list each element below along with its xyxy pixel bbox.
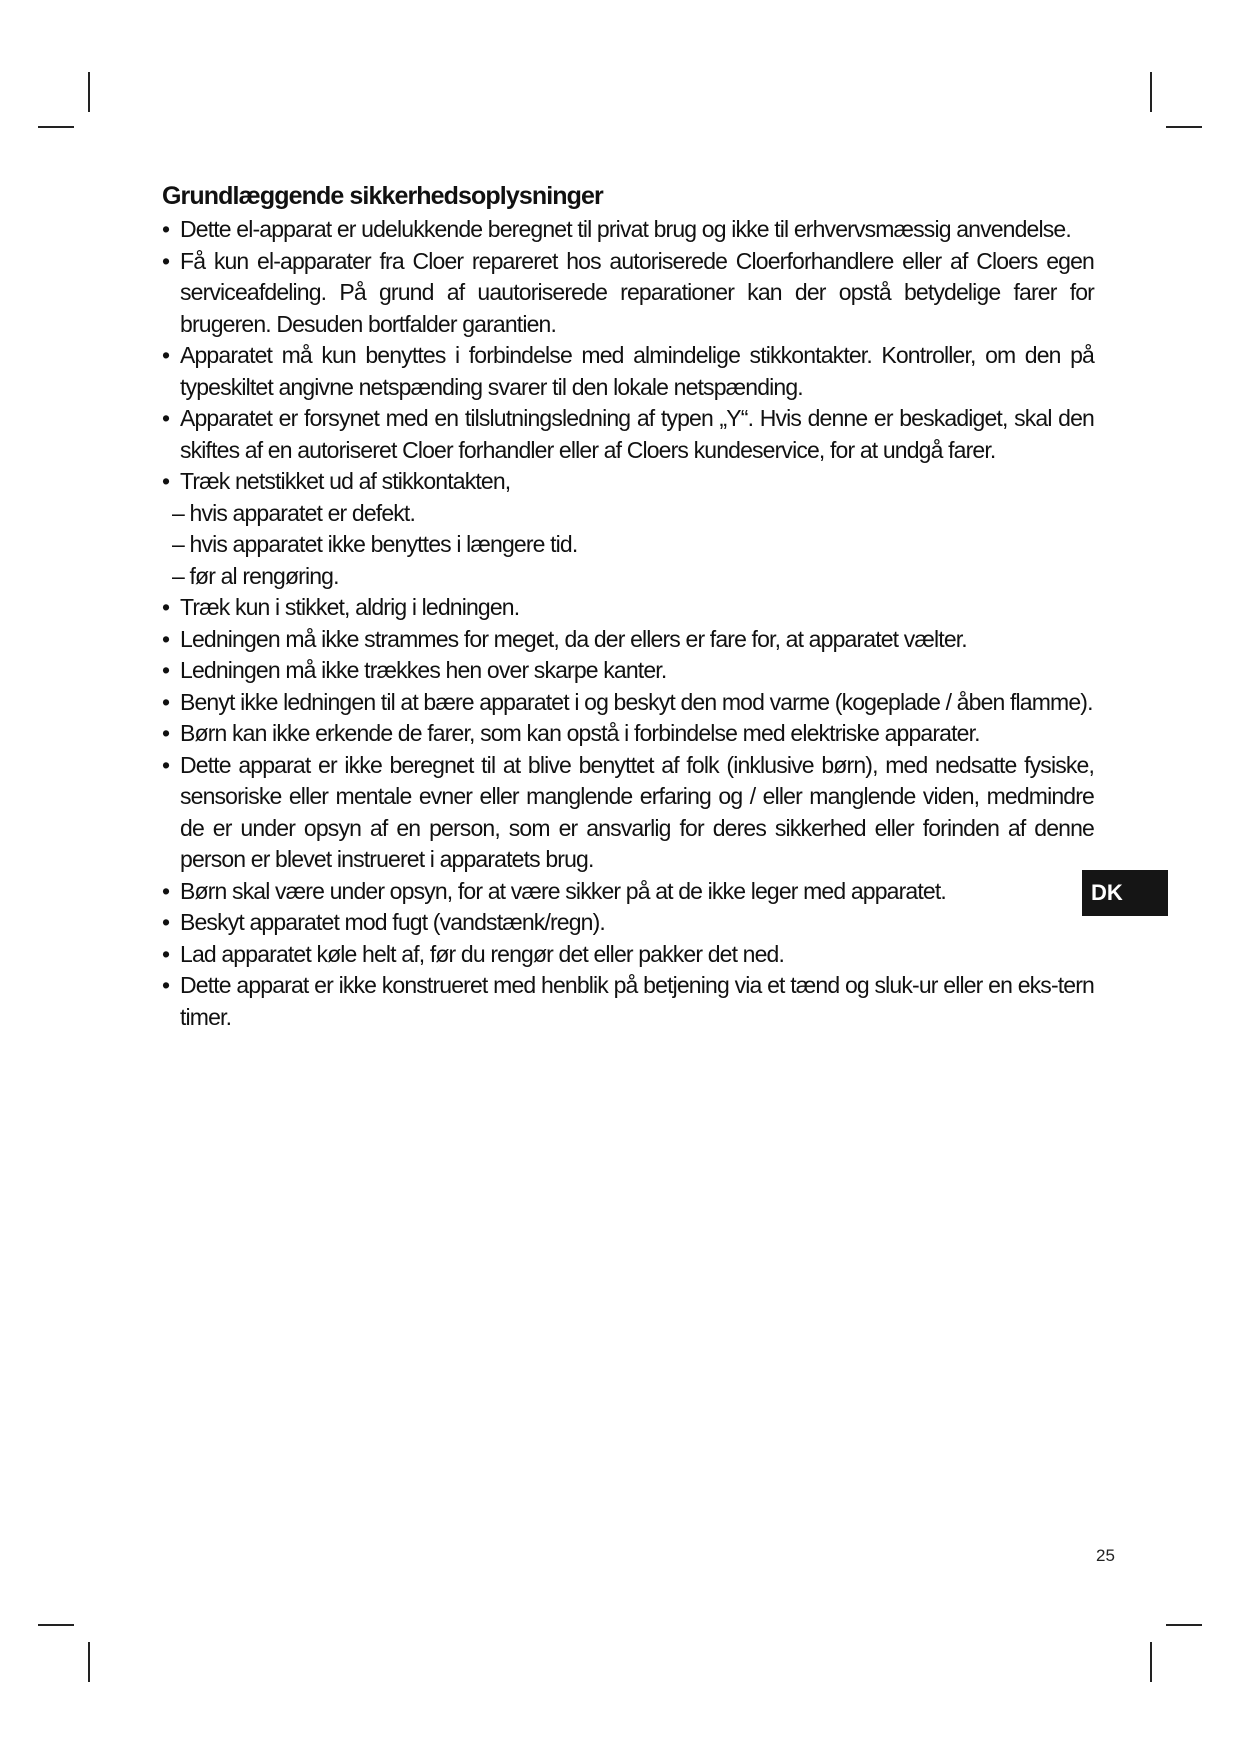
sub-list-item [162, 529, 1094, 561]
page-number: 25 [1096, 1546, 1115, 1565]
bullet-marker: • [162, 972, 170, 998]
list-item-text: Dette el-apparat er udelukkende beregnet til privat brug og ikke til erhvervsmæssig anvendelse. [180, 216, 1071, 242]
list-item-text: Lad apparatet køle helt af, før du rengør det eller pakker det ned. [180, 940, 785, 967]
sub-list-item [162, 498, 1094, 530]
sub-list-item [162, 561, 1094, 593]
bullet-marker: • [162, 751, 170, 778]
bullet-marker: • [162, 657, 170, 683]
list-item-text: Få kun el-apparater fra Cloer repareret hos autoriserede Cloerforhandlere eller af Cloers egen serviceafdeling. På grund af uautoriserede reparationer kan der opstå betydelige farer for brugeren. Desuden bortfalder garantien. [180, 247, 1094, 337]
list-item-text: Apparatet må kun benyttes i forbindelse med almindelige stikkontakter. Kontroller, om den på typeskiltet angivne netspænding svarer til den lokale netspænding. [180, 342, 1094, 400]
safety-list [162, 214, 1094, 498]
list-item [162, 655, 1094, 687]
sub-list-item-text: før al rengøring. [189, 562, 339, 589]
bullet-marker: • [162, 216, 170, 242]
bullet-marker: • [162, 940, 170, 967]
list-item-text: Børn kan ikke erkende de farer, som kan opstå i forbindelse med elektriske apparater. [180, 720, 980, 746]
list-item [162, 624, 1094, 656]
list-item [162, 340, 1094, 403]
list-item [162, 750, 1094, 876]
bullet-marker: • [162, 625, 170, 652]
list-item-text: Beskyt apparatet mod fugt (vandstænk/regn). [180, 909, 605, 935]
dash-marker: – [172, 499, 184, 526]
bullet-marker: • [162, 468, 170, 494]
list-item-text: Træk kun i stikket, aldrig i ledningen. [180, 594, 520, 620]
list-item [162, 246, 1094, 341]
crop-mark-bottom-left-horizontal [38, 1624, 74, 1626]
crop-mark-bottom-left-vertical [88, 1642, 90, 1682]
bullet-marker: • [162, 342, 170, 368]
list-item-text: Dette apparat er ikke konstrueret med henblik på betjening via et tænd og sluk-ur eller en eks-tern timer. [180, 972, 1094, 1030]
bullet-marker: • [162, 720, 170, 746]
list-item-text: Apparatet er forsynet med en tilslutningsledning af typen „Y“. Hvis denne er beskadiget, skal den skiftes af en autoriseret Cloer forhandler eller af Cloers kundeservice, for at undgå farer. [180, 405, 1094, 463]
list-item [162, 907, 1094, 939]
crop-mark-top-left-horizontal [38, 126, 74, 128]
bullet-marker: • [162, 594, 170, 620]
list-item [162, 718, 1094, 750]
list-item [162, 592, 1094, 624]
list-item-text: Ledningen må ikke strammes for meget, da der ellers er fare for, at apparatet vælter. [180, 625, 967, 652]
bullet-marker: • [162, 688, 170, 715]
safety-section [162, 180, 1094, 1033]
sub-list-item-text: hvis apparatet ikke benyttes i længere tid. [189, 531, 578, 557]
list-item-text: Benyt ikke ledningen til at bære apparatet i og beskyt den mod varme (kogeplade / åben flamme). [180, 688, 1093, 715]
section-heading: Grundlæggende sikkerhedsoplysninger [162, 182, 603, 210]
list-item-text: Ledningen må ikke trækkes hen over skarpe kanter. [180, 657, 667, 683]
sub-list-item-text: hvis apparatet er defekt. [189, 499, 416, 526]
list-item-text: Børn skal være under opsyn, for at være sikker på at de ikke leger med apparatet. [180, 877, 946, 904]
crop-mark-top-right-vertical [1150, 72, 1152, 112]
list-item [162, 403, 1094, 466]
crop-mark-bottom-right-vertical [1150, 1642, 1152, 1682]
language-tab: DK [1082, 870, 1168, 916]
bullet-marker: • [162, 247, 170, 274]
bullet-marker: • [162, 909, 170, 935]
bullet-marker: • [162, 877, 170, 904]
dash-marker: – [172, 531, 184, 557]
crop-mark-top-left-vertical [88, 72, 90, 112]
list-item [162, 687, 1094, 719]
list-item [162, 970, 1094, 1033]
bullet-marker: • [162, 405, 170, 431]
list-item [162, 214, 1094, 246]
safety-list-continued [162, 592, 1094, 1033]
list-item-text: Træk netstikket ud af stikkontakten, [180, 468, 511, 494]
list-item [162, 939, 1094, 971]
list-item [162, 466, 1094, 498]
crop-mark-bottom-right-horizontal [1166, 1624, 1202, 1626]
dash-marker: – [172, 562, 184, 589]
list-item [162, 876, 1094, 908]
crop-mark-top-right-horizontal [1166, 126, 1202, 128]
list-item-text: Dette apparat er ikke beregnet til at blive benyttet af folk (inklusive børn), med nedsatte fysiske, sensoriske eller mentale evner eller manglende erfaring og / eller manglende viden, medmindre de er under opsyn af en person, som er ansvarlig for deres sikkerhed eller forinden af denne person er blevet instrueret i apparatets brug. [180, 751, 1094, 872]
